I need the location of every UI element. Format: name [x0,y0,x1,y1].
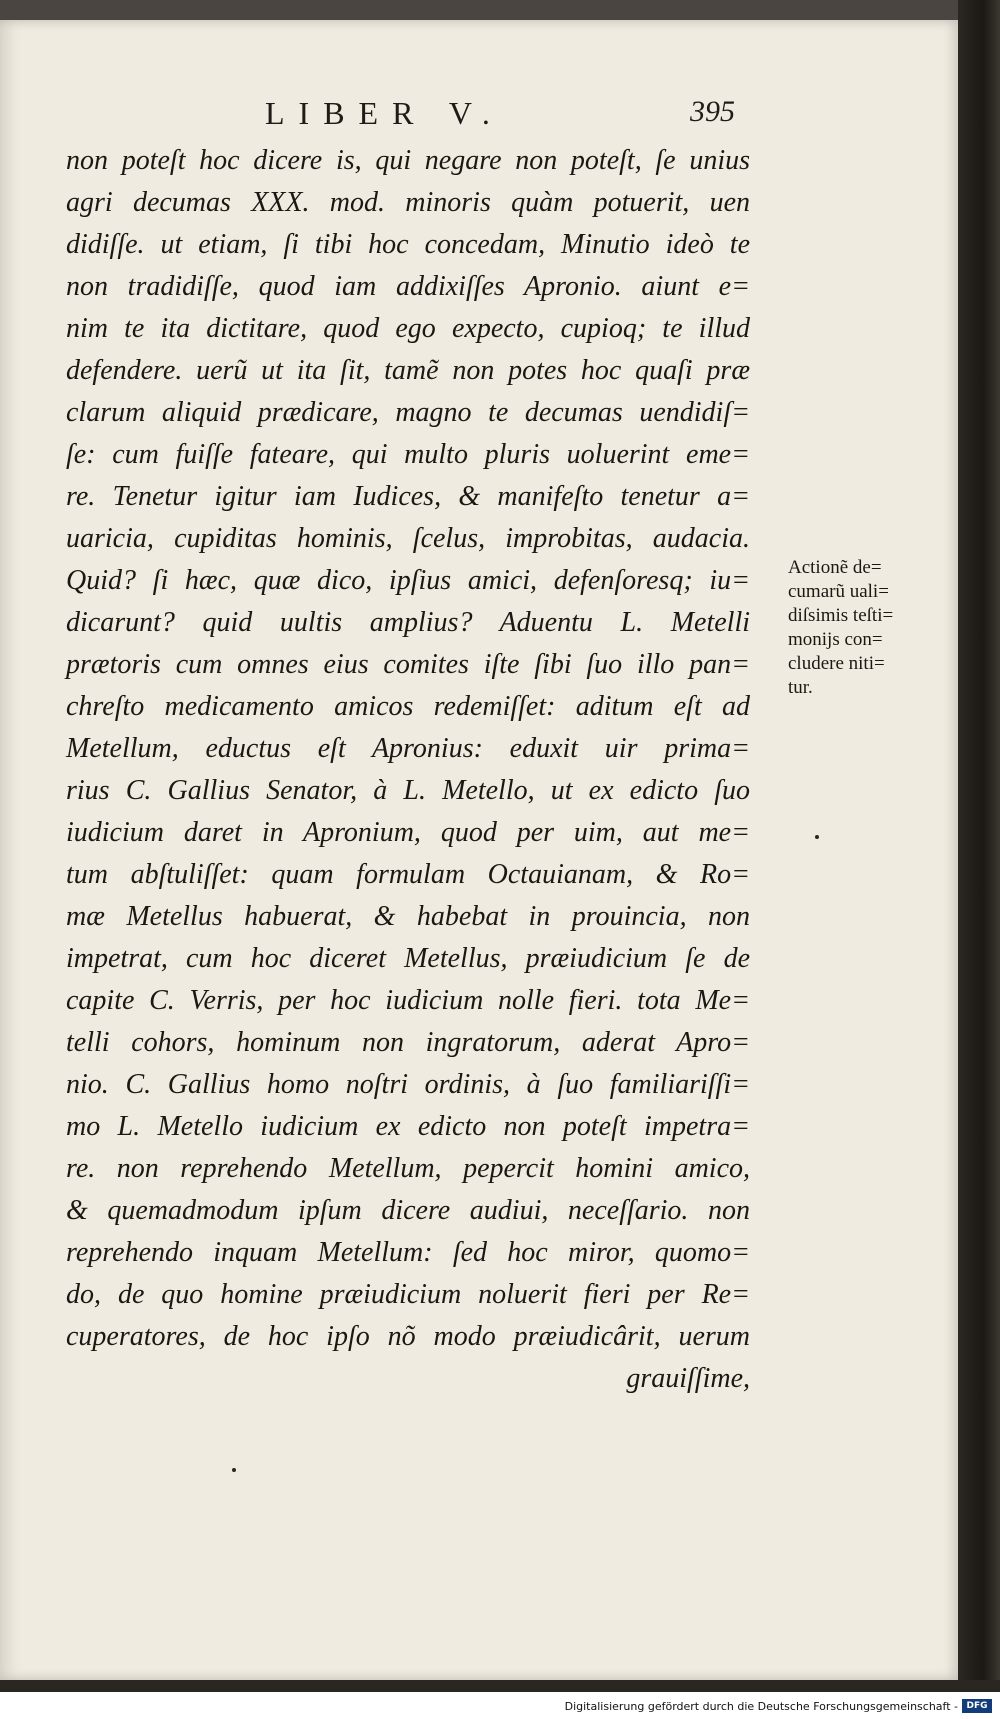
text-line: uaricia, cupiditas hominis, ſcelus, improbitas, audacia. [66,523,750,554]
text-line: chreſto medicamento amicos redemiſſet: aditum eſt ad [66,691,750,722]
ink-speck [232,1468,236,1472]
text-line: capite C. Verris, per hoc iudicium nolle fieri. tota Me= [66,985,750,1016]
text-line: re. non reprehendo Metellum, pepercit homini amico, [66,1153,750,1184]
text-line: mo L. Metello iudicium ex edicto non poteſt impetra= [66,1111,750,1142]
text-line: dicarunt? quid uultis amplius? Aduentu L. Metelli [66,607,750,638]
text-line: prætoris cum omnes eius comites iſte ſibi ſuo illo pan= [66,649,750,680]
body-text [66,140,756,1400]
marginal-note-line: cumarũ uali= [788,581,889,602]
page-number: 395 [690,95,735,128]
text-line: didiſſe. ut etiam, ſi tibi hoc concedam, Minutio ideò te [66,229,750,260]
text-line: non poteſt hoc dicere is, qui negare non poteſt, ſe unius [66,145,750,176]
marginal-note-line: Actionẽ de= [788,557,882,578]
running-header [0,95,958,135]
marginal-note-line: cludere niti= [788,653,885,674]
text-line: iudicium daret in Apronium, quod per uim, aut me= [66,817,750,848]
text-line: nio. C. Gallius homo noſtri ordinis, à ſuo familiariſſi= [66,1069,750,1100]
marginal-note [788,556,908,700]
text-line: re. Tenetur igitur iam Iudices, & manifeſto tenetur a= [66,481,750,512]
text-line: cuperatores, de hoc ipſo nõ modo præiudicârit, uerum [66,1321,750,1352]
marginal-note-line: tur. [788,677,813,698]
page-edge [958,0,1000,1690]
text-line: agri decumas XXX. mod. minoris quàm potuerit, uen [66,187,750,218]
scan-bottom-edge [0,1680,1000,1692]
text-line: non tradidiſſe, quod iam addixiſſes Apronio. aiunt e= [66,271,750,302]
running-title: LIBER V. [265,95,504,131]
text-line: do, de quo homine præiudicium noluerit fieri per Re= [66,1279,750,1310]
marginal-note-line: monijs con= [788,629,883,650]
text-line: mæ Metellus habuerat, & habebat in prouincia, non [66,901,750,932]
ink-speck [815,835,819,839]
text-line: rius C. Gallius Senator, à L. Metello, ut ex edicto ſuo [66,775,750,806]
text-line: & quemadmodum ipſum dicere audiui, neceſſario. non [66,1195,750,1226]
text-line: Quid? ſi hæc, quæ dico, ipſius amici, defenſoresq; iu= [66,565,750,596]
text-line: ſe: cum fuiſſe fateare, qui multo pluris uoluerint eme= [66,439,750,470]
text-line: grauiſſime, [626,1363,750,1394]
dfg-logo: DFG [962,1699,992,1713]
text-line: defendere. uerũ ut ita ſit, tamẽ non potes hoc quaſi præ [66,355,750,386]
text-line: Metellum, eductus eſt Apronius: eduxit uir prima= [66,733,750,764]
text-line: reprehendo inquam Metellum: ſed hoc miror, quomo= [66,1237,750,1268]
text-line: telli cohors, hominum non ingratorum, aderat Apro= [66,1027,750,1058]
text-line: clarum aliquid prædicare, magno te decumas uendidiſ= [66,397,750,428]
text-line: tum abſtuliſſet: quam formulam Octauianam, & Ro= [66,859,750,890]
text-line: impetrat, cum hoc diceret Metellus, præiudicium ſe de [66,943,750,974]
text-line: nim te ita dictitare, quod ego expecto, cupioq; te illud [66,313,750,344]
digitization-credit: Digitalisierung gefördert durch die Deutsche Forschungsgemeinschaft - [564,1700,958,1713]
marginal-note-line: diſsimis teſti= [788,605,894,626]
